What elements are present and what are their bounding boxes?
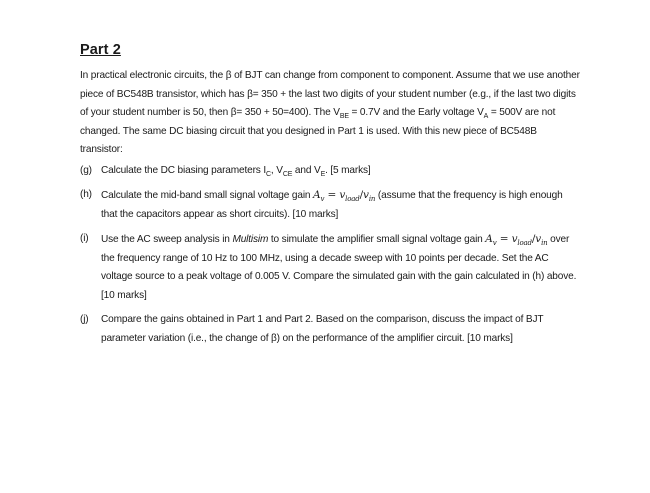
- question-h-text-2: (assume that the frequency is high enough that the capacitors appear as short circuits). [10 marks]: [101, 190, 563, 220]
- ve-subscript: E: [320, 170, 326, 178]
- divide-slash: /: [359, 189, 364, 201]
- question-g: [80, 162, 580, 181]
- question-i-label: (i): [80, 233, 89, 244]
- equals-sign: =: [324, 189, 340, 201]
- gain-equation-sim: [485, 233, 548, 248]
- vin-subscript: in: [541, 239, 548, 248]
- vload-symbol: v: [511, 233, 518, 245]
- question-i-text-1: Use the AC sweep analysis in: [101, 234, 233, 245]
- vbe-subscript: BE: [339, 113, 349, 121]
- intro-text-3: = 500V are not changed. The same DC biasing circuit that you designed in Part 1 is used. With this new piece of BC548B transistor:: [80, 107, 556, 155]
- part-heading: Part 2: [80, 42, 121, 58]
- document-page: [80, 42, 580, 348]
- vin-symbol: v: [535, 233, 542, 245]
- va-subscript: A: [483, 113, 489, 121]
- question-j-label: (j): [80, 314, 89, 325]
- question-i: [80, 230, 580, 305]
- intro-text-1: In practical electronic circuits, the β of BJT can change from component to component. Assume that we use another piece of BC548B transistor, which has β= 350 + the last two digits of your student number (e.g., if the last two digits of your student number is 50, then β= 350 + 50=400). The V: [80, 70, 580, 118]
- question-h-text: [101, 186, 580, 224]
- gain-subscript: v: [492, 239, 497, 248]
- question-g-text-3: and V: [292, 164, 321, 176]
- question-g-text-4: . [5 marks]: [325, 164, 371, 176]
- question-j: [80, 311, 580, 348]
- question-g-label: (g): [80, 164, 92, 176]
- vload-symbol: v: [339, 189, 346, 201]
- vin-symbol: v: [363, 189, 369, 201]
- question-h-label: (h): [80, 189, 92, 200]
- intro-text-2: = 0.7V and the Early voltage V: [348, 107, 484, 118]
- vload-subscript: load: [517, 239, 532, 248]
- gain-equation: [313, 189, 376, 204]
- multisim-name: Multisim: [232, 234, 269, 245]
- question-g-text-1: Calculate the DC biasing parameters I: [101, 164, 267, 176]
- question-h-text-1: Calculate the mid-band small signal voltage gain: [101, 190, 314, 201]
- gain-symbol: A: [485, 233, 493, 245]
- question-h: [80, 186, 580, 224]
- equals-sign: =: [496, 233, 512, 245]
- question-j-text: Compare the gains obtained in Part 1 and Part 2. Based on the comparison, discuss the impact of BJT parameter variation (i.e., the change of β) on the performance of the amplifier circuit. [10 marks]: [101, 314, 544, 344]
- gain-subscript: v: [320, 195, 325, 204]
- question-g-text: [101, 162, 580, 181]
- vce-subscript: CE: [282, 170, 293, 178]
- intro-paragraph: [80, 67, 580, 160]
- question-i-text: [101, 230, 580, 305]
- gain-symbol: A: [313, 189, 321, 201]
- ic-subscript: C: [266, 170, 271, 178]
- vin-subscript: in: [368, 195, 376, 204]
- question-i-text-2: to simulate the amplifier small signal voltage gain: [268, 234, 486, 245]
- question-i-text-3: over the frequency range of 10 Hz to 100 MHz, using a decade sweep with 10 points per decade. Set the AC voltage source to a peak voltage of 0.005 V. Compare the simulated gain with the gain calculated in (h) above. [10 marks]: [101, 234, 577, 301]
- question-g-text-2: , V: [270, 164, 283, 176]
- divide-slash: /: [531, 233, 536, 245]
- vload-subscript: load: [345, 195, 360, 204]
